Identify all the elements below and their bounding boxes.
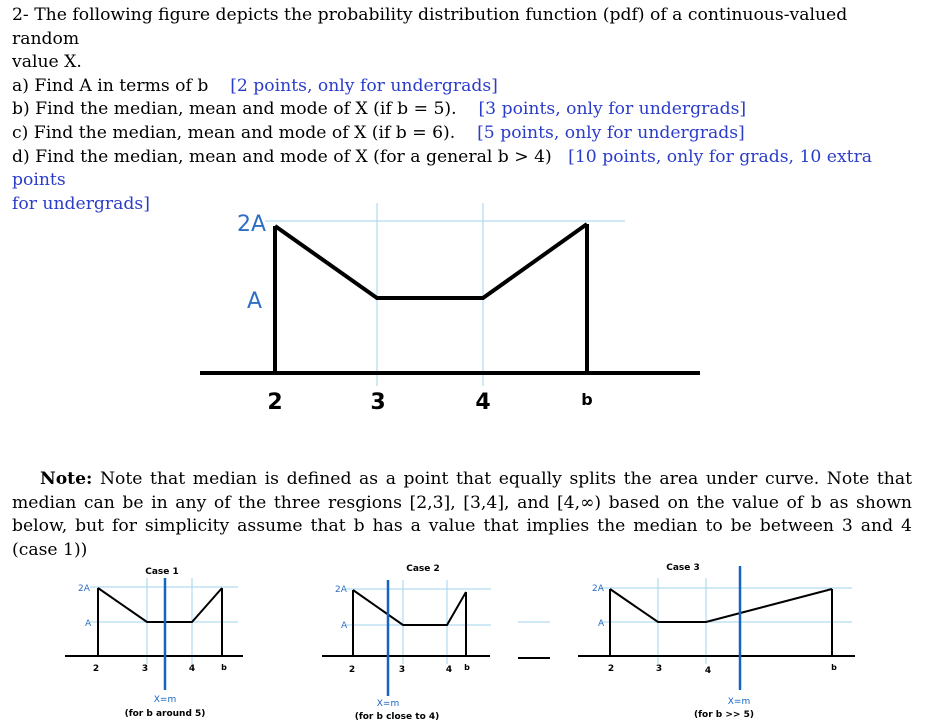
part-a-text: a) Find A in terms of b (12, 75, 209, 96)
case-3-label-a: A (598, 619, 605, 629)
main-pdf-figure (200, 203, 700, 415)
case-3-tick-4: 4 (704, 666, 712, 676)
case-2-tick-b: b (464, 663, 470, 672)
case-2-caption: (for b close to 4) (354, 712, 440, 722)
case-2-label-2a: 2A (335, 585, 347, 595)
case-3-tick-b: b (831, 663, 837, 672)
case-3-caption: (for b >> 5) (694, 710, 754, 720)
case-3-pdf-curve (610, 589, 832, 622)
part-d-text: d) Find the median, mean and mode of X (for a general b > 4) (12, 146, 552, 167)
part-d-points: [10 points, only for grads, 10 extra points (12, 146, 873, 191)
case-2-tick-3: 3 (398, 665, 406, 675)
note-paragraph (12, 468, 912, 562)
case-2-tick-2: 2 (348, 665, 356, 675)
main-pdf-curve (275, 224, 587, 298)
case-3-tick-3: 3 (655, 664, 663, 674)
case-1-figure (65, 567, 243, 719)
main-tick-4: 4 (475, 390, 491, 415)
main-label-2a: 2A (237, 212, 267, 237)
case-2-label-a: A (341, 621, 348, 631)
case-2-figure (322, 564, 491, 722)
case-2-title: Case 2 (406, 564, 440, 574)
part-d-points-continuation: for undergrads] (12, 193, 150, 214)
case-3-tick-2: 2 (607, 664, 615, 674)
main-label-a: A (247, 289, 263, 314)
main-tick-b: b (581, 390, 593, 409)
part-b-text: b) Find the median, mean and mode of X (if b = 5). (12, 99, 457, 120)
part-b-points: [3 points, only for undergrads] (478, 99, 747, 120)
case-1-median-label: X=m (153, 695, 177, 705)
case-1-label-2a: 2A (78, 584, 90, 594)
part-c-text: c) Find the median, mean and mode of X (if b = 6). (12, 122, 456, 143)
case-2-median-label: X=m (376, 699, 400, 709)
case-1-caption: (for b around 5) (124, 709, 206, 719)
case-1-title: Case 1 (145, 567, 179, 577)
note-label: Note: (40, 469, 93, 489)
case-3-median-label: X=m (727, 697, 751, 707)
problem-intro-line-1: 2- The following figure depicts the probability distribution function (pdf) of a continuous-valued random (12, 5, 848, 49)
problem-intro-line-2: value X. (12, 52, 82, 73)
case-2-pdf-curve (353, 590, 466, 625)
case-1-tick-4: 4 (188, 664, 196, 674)
case-1-pdf-curve (98, 588, 222, 622)
part-a-points: [2 points, only for undergrads] (230, 75, 498, 96)
case-1-tick-b: b (221, 663, 227, 672)
main-tick-3: 3 (370, 390, 386, 415)
case-3-label-2a: 2A (592, 584, 604, 594)
case-1-tick-2: 2 (92, 664, 100, 674)
case-3-title: Case 3 (666, 563, 700, 573)
case-3-figure (578, 563, 855, 720)
case-2-tick-4: 4 (445, 665, 453, 675)
part-c-points: [5 points, only for undergrads] (477, 122, 745, 143)
main-tick-2: 2 (267, 390, 283, 415)
case-1-tick-3: 3 (141, 664, 149, 674)
case-1-label-a: A (85, 619, 92, 629)
note-text: Note that median is defined as a point that equally splits the area under curve. Note that median can be in any of the three resgions [2,3], [3,4], and [4,∞) based on the value of b as shown below, but for simplicity assume that b has a value that implies the median to be between 3 and 4 (case 1)) (12, 469, 912, 560)
